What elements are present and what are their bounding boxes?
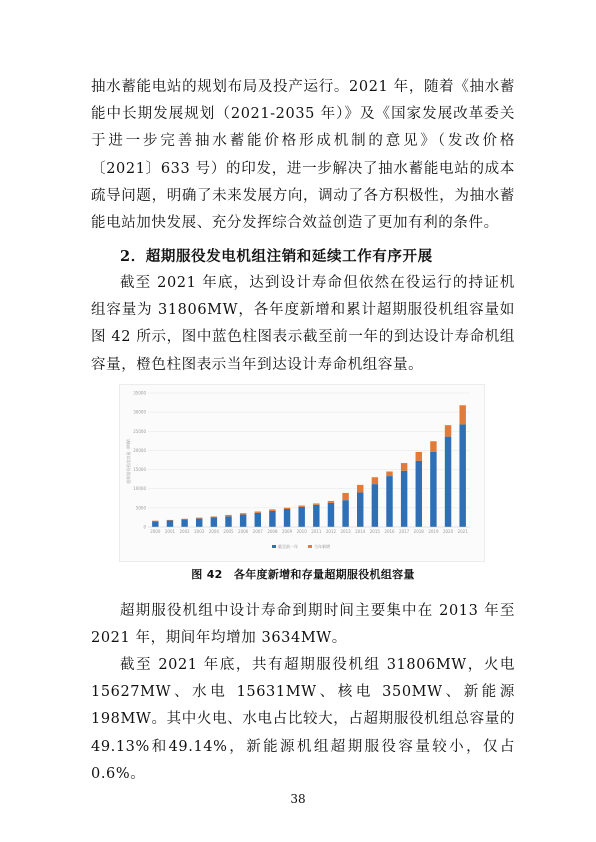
bar-current-year xyxy=(328,501,334,503)
bar-previous-year xyxy=(196,519,202,527)
y-tick-label: 35000 xyxy=(133,390,146,396)
x-tick-label: 2021 xyxy=(457,529,468,534)
x-tick-label: 2007 xyxy=(252,529,263,534)
x-tick-label: 2019 xyxy=(428,529,439,534)
bar-current-year xyxy=(240,513,246,514)
bar-previous-year xyxy=(328,503,334,527)
y-tick-label: 10000 xyxy=(133,486,146,492)
bar-previous-year xyxy=(342,500,348,527)
bar-current-year xyxy=(342,493,348,500)
bar-previous-year xyxy=(167,520,173,527)
bar-previous-year xyxy=(445,437,451,527)
bar-previous-year xyxy=(211,517,217,527)
x-tick-label: 2017 xyxy=(399,529,410,534)
paragraph-distribution: 超期服役机组中设计寿命到期时间主要集中在 2013 年至 2021 年，期间年均增加 3634MW。 xyxy=(91,603,521,647)
x-tick-label: 2004 xyxy=(208,529,219,534)
bar-previous-year xyxy=(181,520,187,527)
bar-current-year xyxy=(167,520,173,521)
page-number: 38 xyxy=(290,792,306,806)
legend-swatch-orange xyxy=(308,545,312,548)
x-tick-label: 2013 xyxy=(340,529,351,534)
bar-previous-year xyxy=(298,507,304,527)
paragraph-capacity: 截至 2021 年底，达到设计寿命但依然在役运行的持证机组容量为 31806MW，各年度新增和累计超期服役机组容量如图 42 所示，图中蓝色柱图表示截至前一年的到达设计寿命机组容量，橙色柱图表示当年到达设计寿命机组容量。 xyxy=(91,275,515,373)
bar-current-year xyxy=(152,521,158,522)
legend-label-blue: 截至前一年 xyxy=(278,544,298,549)
bar-current-year xyxy=(386,471,392,476)
bar-previous-year xyxy=(372,484,378,527)
y-axis-title: 超期服役机组容量（MW） xyxy=(126,436,131,484)
x-tick-label: 2014 xyxy=(355,529,366,534)
x-tick-label: 2011 xyxy=(311,529,322,534)
bar-previous-year xyxy=(430,452,436,527)
x-tick-label: 2016 xyxy=(384,529,395,534)
bar-current-year xyxy=(445,425,451,436)
x-tick-label: 2000 xyxy=(150,529,161,534)
x-tick-label: 2008 xyxy=(267,529,278,534)
section-heading: 2．超期服役发电机组注销和延续工作有序开展 xyxy=(120,248,433,265)
bar-previous-year xyxy=(255,513,261,527)
bar-current-year xyxy=(298,506,304,507)
x-tick-label: 2003 xyxy=(194,529,205,534)
bar-current-year xyxy=(225,515,231,516)
bar-previous-year xyxy=(240,515,246,527)
y-tick-label: 15000 xyxy=(133,467,146,473)
bar-previous-year xyxy=(284,509,290,527)
paragraph-breakdown: 截至 2021 年底，共有超期服役机组 31806MW，火电15627MW、水电 15631MW、核电 350MW、新能源 198MW。其中火电、水电占比较大，占超期服役机组总容量的 49.13%和49.14%，新能源机组超期服役容量较小，仅占 0.6%。 xyxy=(91,657,521,782)
legend-swatch-blue xyxy=(272,545,276,548)
y-tick-label: 20000 xyxy=(133,447,146,453)
x-tick-label: 2005 xyxy=(223,529,234,534)
bar-current-year xyxy=(255,511,261,512)
bar-current-year xyxy=(313,503,319,504)
x-tick-label: 2010 xyxy=(296,529,307,534)
bar-current-year xyxy=(211,516,217,517)
bar-previous-year xyxy=(152,521,158,527)
bar-current-year xyxy=(372,477,378,484)
x-tick-label: 2018 xyxy=(413,529,424,534)
bar-current-year xyxy=(416,452,422,461)
bar-previous-year xyxy=(225,516,231,527)
bar-current-year xyxy=(269,509,275,511)
capacity-bar-chart xyxy=(119,384,485,562)
y-tick-label: 5000 xyxy=(135,505,146,511)
bar-current-year xyxy=(401,463,407,471)
y-tick-label: 30000 xyxy=(133,409,146,415)
bar-current-year xyxy=(181,519,187,520)
x-tick-label: 2012 xyxy=(325,529,337,534)
y-tick-label: 0 xyxy=(143,524,146,530)
x-tick-label: 2015 xyxy=(369,529,380,534)
x-tick-label: 2002 xyxy=(179,529,190,534)
bar-previous-year xyxy=(386,476,392,527)
x-tick-label: 2001 xyxy=(164,529,176,534)
bar-previous-year xyxy=(313,505,319,527)
bar-current-year xyxy=(430,441,436,452)
figure-caption: 图 42 各年度新增和存量超期服役机组容量 xyxy=(191,568,415,581)
legend-label-orange: 当年新增 xyxy=(314,544,330,549)
bar-current-year xyxy=(284,508,290,509)
x-tick-label: 2020 xyxy=(442,529,454,534)
x-tick-label: 2006 xyxy=(238,529,249,534)
bar-current-year xyxy=(196,518,202,519)
y-tick-label: 25000 xyxy=(133,428,146,434)
bar-current-year xyxy=(357,485,363,493)
bar-previous-year xyxy=(357,493,363,527)
bar-previous-year xyxy=(459,424,465,527)
x-tick-label: 2009 xyxy=(281,529,293,534)
bar-previous-year xyxy=(269,511,275,527)
bar-current-year xyxy=(459,405,465,424)
bar-previous-year xyxy=(416,461,422,527)
bar-previous-year xyxy=(401,471,407,527)
paragraph-intro: 抽水蓄能电站的规划布局及投产运行。2021 年，随着《抽水蓄能中长期发展规划（2021-2035 年）》及《国家发展改革委关于进一步完善抽水蓄能价格形成机制的意见》（发改价格〔2021〕633 号）的印发，进一步解决了抽水蓄能电站的成本疏导问题，明确了未来发展方向，调动了各方积极性，为抽水蓄能电站加快发展、充分发挥综合效益创造了更加有利的条件。 xyxy=(91,79,515,232)
